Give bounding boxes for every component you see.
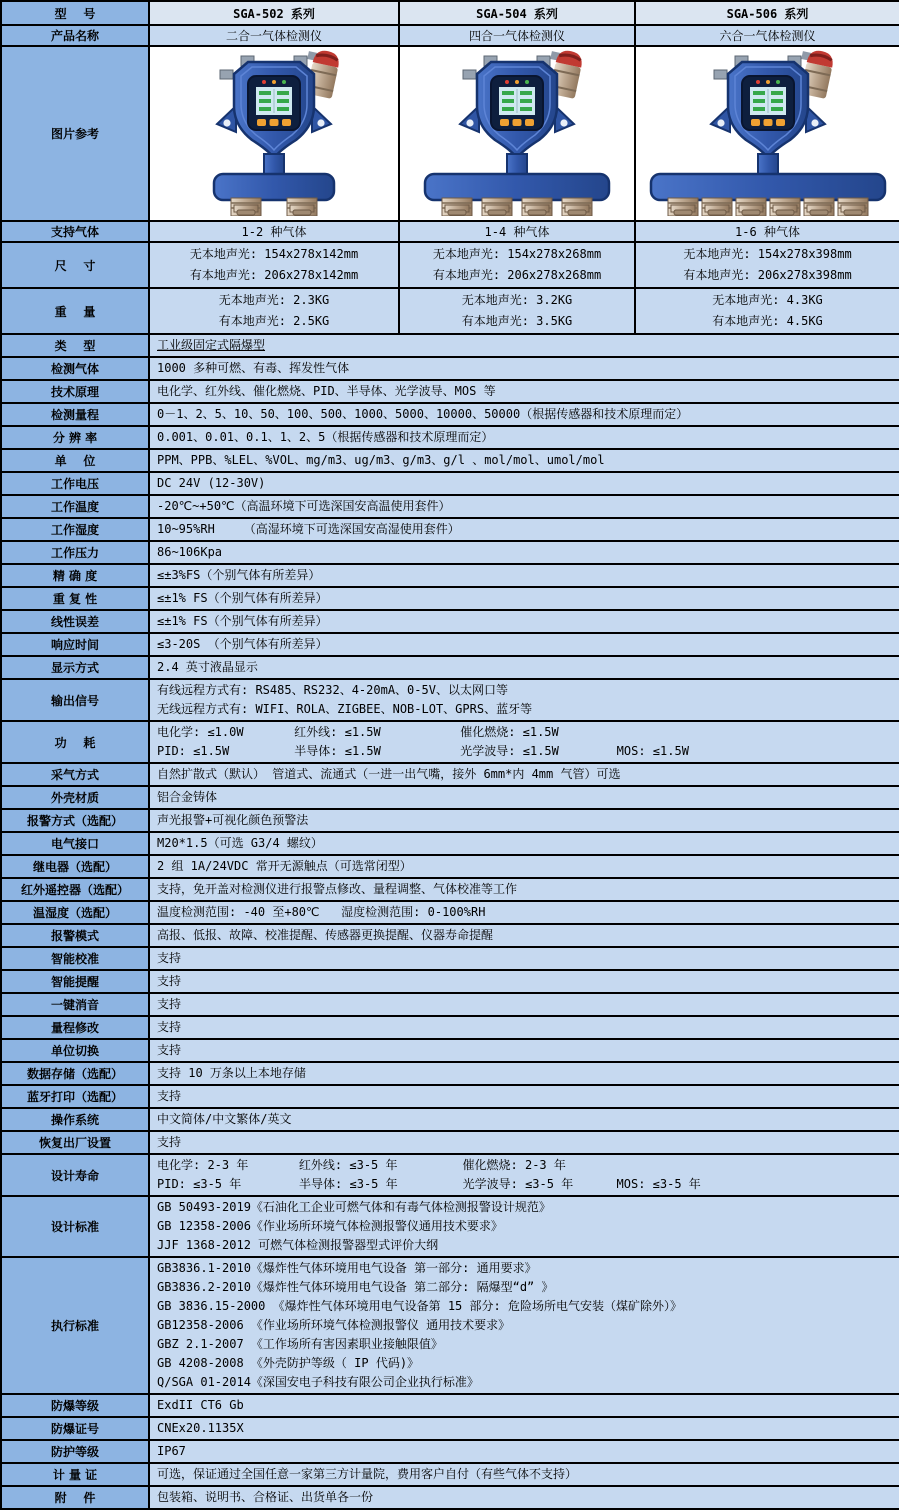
value-sampling-method [149,763,899,786]
value-line: 2 组 1A/24VDC 常开无源触点（可选常闭型） [157,859,412,873]
value-linearity-error [149,610,899,633]
value-line: DC 24V (12-30V) [157,476,266,490]
row-label-accessories: 附 件 [1,1486,149,1509]
value-line: 电化学: ≤1.0W 红外线: ≤1.5W 催化燃烧: ≤1.5W [157,725,559,739]
button-right [282,119,291,126]
led-yellow [766,80,770,84]
row-label-bluetooth-printing: 蓝牙打印（选配） [1,1085,149,1108]
sensor-cylinder [442,184,472,216]
value-line: M20*1.5（可选 G3/4 螺纹） [157,836,323,850]
row-label-product-name: 产品名称 [1,25,149,46]
led-green [776,80,780,84]
row-accessories [1,1486,899,1509]
row-label-metrology-cert: 计 量 证 [1,1463,149,1486]
value-design-standards [149,1196,899,1257]
value-executive-standards [149,1257,899,1394]
product-image-cell-1 [399,46,635,221]
value-alarm-modes [149,924,899,947]
value-line: 可选，保证通过全国任意一家第三方计量院，费用客户自付（有些气体不支持） [157,1467,578,1481]
cell-line: 无本地声光: 2.3KG [218,293,330,307]
row-explosion-proof-grade [1,1394,899,1417]
cell-line: 无本地声光: 154x278x268mm [432,247,602,261]
row-label-unit-switching: 单位切换 [1,1039,149,1062]
cell-line: 无本地声光: 154x278x398mm [683,247,852,261]
row-dimensions [1,242,899,288]
value-working-pressure [149,541,899,564]
sensor-cylinder [522,184,552,216]
sensor-cylinder [702,184,732,216]
cell-line: 无本地声光: 4.3KG [712,293,823,307]
value-data-storage [149,1062,899,1085]
button-left [751,119,760,126]
row-model [1,1,899,25]
cell-weight-0 [149,288,399,334]
sensor-cylinder [231,184,261,216]
value-line: ≤±1% FS（个别气体有所差异） [157,591,328,605]
gas-detector-illustration [647,48,889,216]
value-line: GB12358-2006 《作业场所环境气体检测报警仪 通用技术要求》 [157,1318,511,1332]
row-relay [1,855,899,878]
row-label-resolution: 分 辨 率 [1,426,149,449]
product-image-cell-0 [149,46,399,221]
row-factory-reset [1,1131,899,1154]
spec-table-body [1,1,899,1509]
led-red [262,80,266,84]
value-line: 支持 [157,974,182,988]
value-line: Q/SGA 01-2014《深国安电子科技有限公司企业执行标准》 [157,1375,479,1389]
row-display-mode [1,656,899,679]
value-line: 0－1、2、5、10、50、100、500、1000、5000、10000、50000（根据传感器和技术原理而定） [157,407,689,421]
cell-product-name-2: 六合一气体检测仪 [635,25,899,46]
value-detected-gases [149,357,899,380]
row-label-accuracy: 精 确 度 [1,564,149,587]
row-label-product-images: 图片参考 [1,46,149,221]
cell-model-0: SGA-502 系列 [149,1,399,25]
cell-line: 有本地声光: 206x278x398mm [683,268,852,282]
value-accuracy [149,564,899,587]
value-line: 无线远程方式有: WIFI、ROLA、ZIGBEE、NOB-LOT、GPRS、蓝牙等 [157,702,533,716]
row-label-alarm-method: 报警方式（选配） [1,809,149,832]
row-label-response-time: 响应时间 [1,633,149,656]
row-accuracy [1,564,899,587]
cell-line: 有本地声光: 206x278x142mm [189,268,359,282]
button-right [525,119,534,126]
value-line: GB3836.1-2010《爆炸性气体环境用电气设备 第一部分: 通用要求》 [157,1261,537,1275]
row-response-time [1,633,899,656]
row-operating-system [1,1108,899,1131]
row-design-standards [1,1196,899,1257]
sensor-cylinder [287,184,317,216]
row-label-design-standards: 设计标准 [1,1196,149,1257]
value-line: GB 3836.15-2000 《爆炸性气体环境用电气设备第 15 部分: 危险场所电气安装（煤矿除外）》 [157,1299,682,1313]
row-label-protection-grade: 防护等级 [1,1440,149,1463]
row-one-key-mute [1,993,899,1016]
value-electrical-interface [149,832,899,855]
gas-detector-illustration [198,48,350,216]
cell-line: 无本地声光: 154x278x142mm [189,247,359,261]
value-working-humidity [149,518,899,541]
value-line: JJF 1368-2012 可燃气体检测报警器型式评价大纲 [157,1238,439,1252]
value-temp-humidity [149,901,899,924]
row-label-units: 单 位 [1,449,149,472]
value-working-temperature [149,495,899,518]
value-line: 工业级固定式隔爆型 [157,338,266,352]
value-power-consumption [149,721,899,763]
row-label-working-humidity: 工作湿度 [1,518,149,541]
value-smart-reminder [149,970,899,993]
sensor-cylinder [668,184,698,216]
row-executive-standards [1,1257,899,1394]
cell-weight-1 [399,288,635,334]
row-label-design-life: 设计寿命 [1,1154,149,1196]
value-line: 支持 [157,1135,182,1149]
row-bluetooth-printing [1,1085,899,1108]
value-alarm-method [149,809,899,832]
row-metrology-cert [1,1463,899,1486]
value-line: 86~106Kpa [157,545,223,559]
cell-dimensions-2 [635,242,899,288]
led-red [505,80,509,84]
sensor-cylinder [482,184,512,216]
value-accessories [149,1486,899,1509]
cell-supported-gases-2: 1-6 种气体 [635,221,899,242]
value-line: PPM、PPB、%LEL、%VOL、mg/m3、ug/m3、g/m3、g/l 、mol/mol、umol/mol [157,453,605,467]
row-label-data-storage: 数据存储（选配） [1,1062,149,1085]
cell-model-1: SGA-504 系列 [399,1,635,25]
value-line: GB3836.2-2010《爆炸性气体环境用电气设备 第二部分: 隔爆型“d” 》 [157,1280,554,1294]
row-label-explosion-proof-cert: 防爆证号 [1,1417,149,1440]
row-label-sampling-method: 采气方式 [1,763,149,786]
product-image-cell-2 [635,46,899,221]
row-working-humidity [1,518,899,541]
button-left [257,119,266,126]
value-line: 电化学、红外线、催化燃烧、PID、半导体、光学波导、MOS 等 [157,384,496,398]
led-green [282,80,286,84]
row-label-output-signal: 输出信号 [1,679,149,721]
row-label-weight: 重 量 [1,288,149,334]
row-label-relay: 继电器（选配） [1,855,149,878]
row-electrical-interface [1,832,899,855]
value-line: -20℃~+50℃（高温环境下可选深国安高温使用套件） [157,499,451,513]
value-line: 支持 [157,997,182,1011]
gas-detector-illustration [421,48,613,216]
value-line: ≤±1% FS（个别气体有所差异） [157,614,328,628]
value-resolution [149,426,899,449]
value-line: 10~95%RH （高湿环境下可选深国安高湿使用套件） [157,522,460,536]
row-resolution [1,426,899,449]
row-repeatability [1,587,899,610]
cell-product-name-1: 四合一气体检测仪 [399,25,635,46]
value-line: ≤3-20S （个别气体有所差异） [157,637,328,651]
row-product-name [1,25,899,46]
button-middle [513,119,522,126]
value-metrology-cert [149,1463,899,1486]
led-green [525,80,529,84]
row-technical-principle [1,380,899,403]
value-working-voltage [149,472,899,495]
row-design-life [1,1154,899,1196]
row-alarm-method [1,809,899,832]
value-units [149,449,899,472]
row-label-working-pressure: 工作压力 [1,541,149,564]
row-label-factory-reset: 恢复出厂设置 [1,1131,149,1154]
row-power-consumption [1,721,899,763]
value-line: 自然扩散式（默认） 管道式、流通式（一进一出气嘴，接外 6mm*内 4mm 气管）可选 [157,767,621,781]
value-line: 支持 [157,951,182,965]
row-product-images [1,46,899,221]
row-label-working-voltage: 工作电压 [1,472,149,495]
cell-supported-gases-0: 1-2 种气体 [149,221,399,242]
row-housing-material [1,786,899,809]
row-label-one-key-mute: 一键消音 [1,993,149,1016]
row-label-display-mode: 显示方式 [1,656,149,679]
row-label-temp-humidity: 温湿度（选配） [1,901,149,924]
cell-dimensions-0 [149,242,399,288]
value-relay [149,855,899,878]
row-working-pressure [1,541,899,564]
row-ir-remote [1,878,899,901]
row-label-repeatability: 重 复 性 [1,587,149,610]
value-line: PID: ≤3-5 年 半导体: ≤3-5 年 光学波导: ≤3-5 年 MOS: ≤3-5 年 [157,1177,701,1191]
value-unit-switching [149,1039,899,1062]
value-line: 支持 10 万条以上本地存储 [157,1066,306,1080]
value-line: IP67 [157,1444,186,1458]
row-working-temperature [1,495,899,518]
row-smart-reminder [1,970,899,993]
value-type [149,334,899,357]
side-gland [220,70,233,79]
value-line: 有线远程方式有: RS485、RS232、4-20mA、0-5V、以太网口等 [157,683,508,697]
row-smart-calibration [1,947,899,970]
row-weight [1,288,899,334]
cell-model-2: SGA-506 系列 [635,1,899,25]
led-red [756,80,760,84]
side-gland [714,70,727,79]
sensor-cylinder [770,184,800,216]
row-label-working-temperature: 工作温度 [1,495,149,518]
value-line: 中文简体/中文繁体/英文 [157,1112,292,1126]
row-data-storage [1,1062,899,1085]
value-line: GB 50493-2019《石油化工企业可燃气体和有毒气体检测报警设计规范》 [157,1200,551,1214]
value-technical-principle [149,380,899,403]
row-label-type: 类 型 [1,334,149,357]
value-detection-range [149,403,899,426]
row-label-smart-calibration: 智能校准 [1,947,149,970]
value-line: ExdII CT6 Gb [157,1398,244,1412]
value-response-time [149,633,899,656]
value-bluetooth-printing [149,1085,899,1108]
value-line: 0.001、0.01、0.1、1、2、5（根据传感器和技术原理而定） [157,430,494,444]
row-supported-gases [1,221,899,242]
value-line: 电化学: 2-3 年 红外线: ≤3-5 年 催化燃烧: 2-3 年 [157,1158,566,1172]
row-detection-range [1,403,899,426]
value-line: 包装箱、说明书、合格证、出货单各一份 [157,1490,374,1504]
row-working-voltage [1,472,899,495]
value-output-signal [149,679,899,721]
button-right [776,119,785,126]
cell-line: 有本地声光: 206x278x268mm [432,268,602,282]
row-type [1,334,899,357]
row-label-range-modification: 量程修改 [1,1016,149,1039]
value-operating-system [149,1108,899,1131]
value-range-modification [149,1016,899,1039]
cell-line: 有本地声光: 2.5KG [218,314,330,328]
value-line: 声光报警+可视化颜色预警法 [157,813,309,827]
value-smart-calibration [149,947,899,970]
value-line: 支持 [157,1089,182,1103]
sensor-cylinder [736,184,766,216]
row-output-signal [1,679,899,721]
value-line: 铝合金铸体 [157,790,218,804]
sensor-cylinder [562,184,592,216]
row-label-supported-gases: 支持气体 [1,221,149,242]
value-line: ≤±3%FS（个别气体有所差异） [157,568,321,582]
value-display-mode [149,656,899,679]
value-factory-reset [149,1131,899,1154]
value-line: CNEx20.1135X [157,1421,244,1435]
row-label-explosion-proof-grade: 防爆等级 [1,1394,149,1417]
row-label-linearity-error: 线性误差 [1,610,149,633]
value-one-key-mute [149,993,899,1016]
cell-line: 有本地声光: 3.5KG [461,314,573,328]
value-line: 温度检测范围: -40 至+80℃ 湿度检测范围: 0-100%RH [157,905,486,919]
row-label-ir-remote: 红外遥控器（选配） [1,878,149,901]
row-detected-gases [1,357,899,380]
led-yellow [272,80,276,84]
row-label-detection-range: 检测量程 [1,403,149,426]
row-temp-humidity [1,901,899,924]
row-label-electrical-interface: 电气接口 [1,832,149,855]
value-line: PID: ≤1.5W 半导体: ≤1.5W 光学波导: ≤1.5W MOS: ≤1.5W [157,744,689,758]
value-line: 2.4 英寸液晶显示 [157,660,258,674]
sensor-cylinder [804,184,834,216]
value-ir-remote [149,878,899,901]
row-label-smart-reminder: 智能提醒 [1,970,149,993]
row-units [1,449,899,472]
value-line: GB 4208-2008 《外壳防护等级（ IP 代码)》 [157,1356,420,1370]
value-housing-material [149,786,899,809]
value-explosion-proof-grade [149,1394,899,1417]
value-line: 支持，免开盖对检测仪进行报警点修改、量程调整、气体校准等工作 [157,882,518,896]
value-line: 支持 [157,1020,182,1034]
value-repeatability [149,587,899,610]
cell-line: 无本地声光: 3.2KG [461,293,573,307]
row-label-technical-principle: 技术原理 [1,380,149,403]
sensor-cylinder [838,184,868,216]
cell-supported-gases-1: 1-4 种气体 [399,221,635,242]
button-left [500,119,509,126]
value-line: 支持 [157,1043,182,1057]
value-line: GB 12358-2006《作业场所环境气体检测报警仪通用技术要求》 [157,1219,503,1233]
cell-dimensions-1 [399,242,635,288]
side-gland [463,70,476,79]
row-protection-grade [1,1440,899,1463]
row-explosion-proof-cert [1,1417,899,1440]
row-label-dimensions: 尺 寸 [1,242,149,288]
value-protection-grade [149,1440,899,1463]
row-range-modification [1,1016,899,1039]
row-label-executive-standards: 执行标准 [1,1257,149,1394]
row-label-housing-material: 外壳材质 [1,786,149,809]
row-sampling-method [1,763,899,786]
row-label-power-consumption: 功 耗 [1,721,149,763]
row-alarm-modes [1,924,899,947]
value-line: GBZ 2.1-2007 《工作场所有害因素职业接触限值》 [157,1337,443,1351]
row-unit-switching [1,1039,899,1062]
row-label-operating-system: 操作系统 [1,1108,149,1131]
value-explosion-proof-cert [149,1417,899,1440]
led-yellow [515,80,519,84]
button-middle [270,119,279,126]
button-middle [763,119,772,126]
cell-weight-2 [635,288,899,334]
cell-line: 有本地声光: 4.5KG [712,314,823,328]
row-label-detected-gases: 检测气体 [1,357,149,380]
value-line: 高报、低报、故障、校准提醒、传感器更换提醒、仪器寿命提醒 [157,928,494,942]
row-label-alarm-modes: 报警模式 [1,924,149,947]
value-design-life [149,1154,899,1196]
row-linearity-error [1,610,899,633]
value-line: 1000 多种可燃、有毒、挥发性气体 [157,361,350,375]
row-label-model: 型 号 [1,1,149,25]
cell-product-name-0: 二合一气体检测仪 [149,25,399,46]
